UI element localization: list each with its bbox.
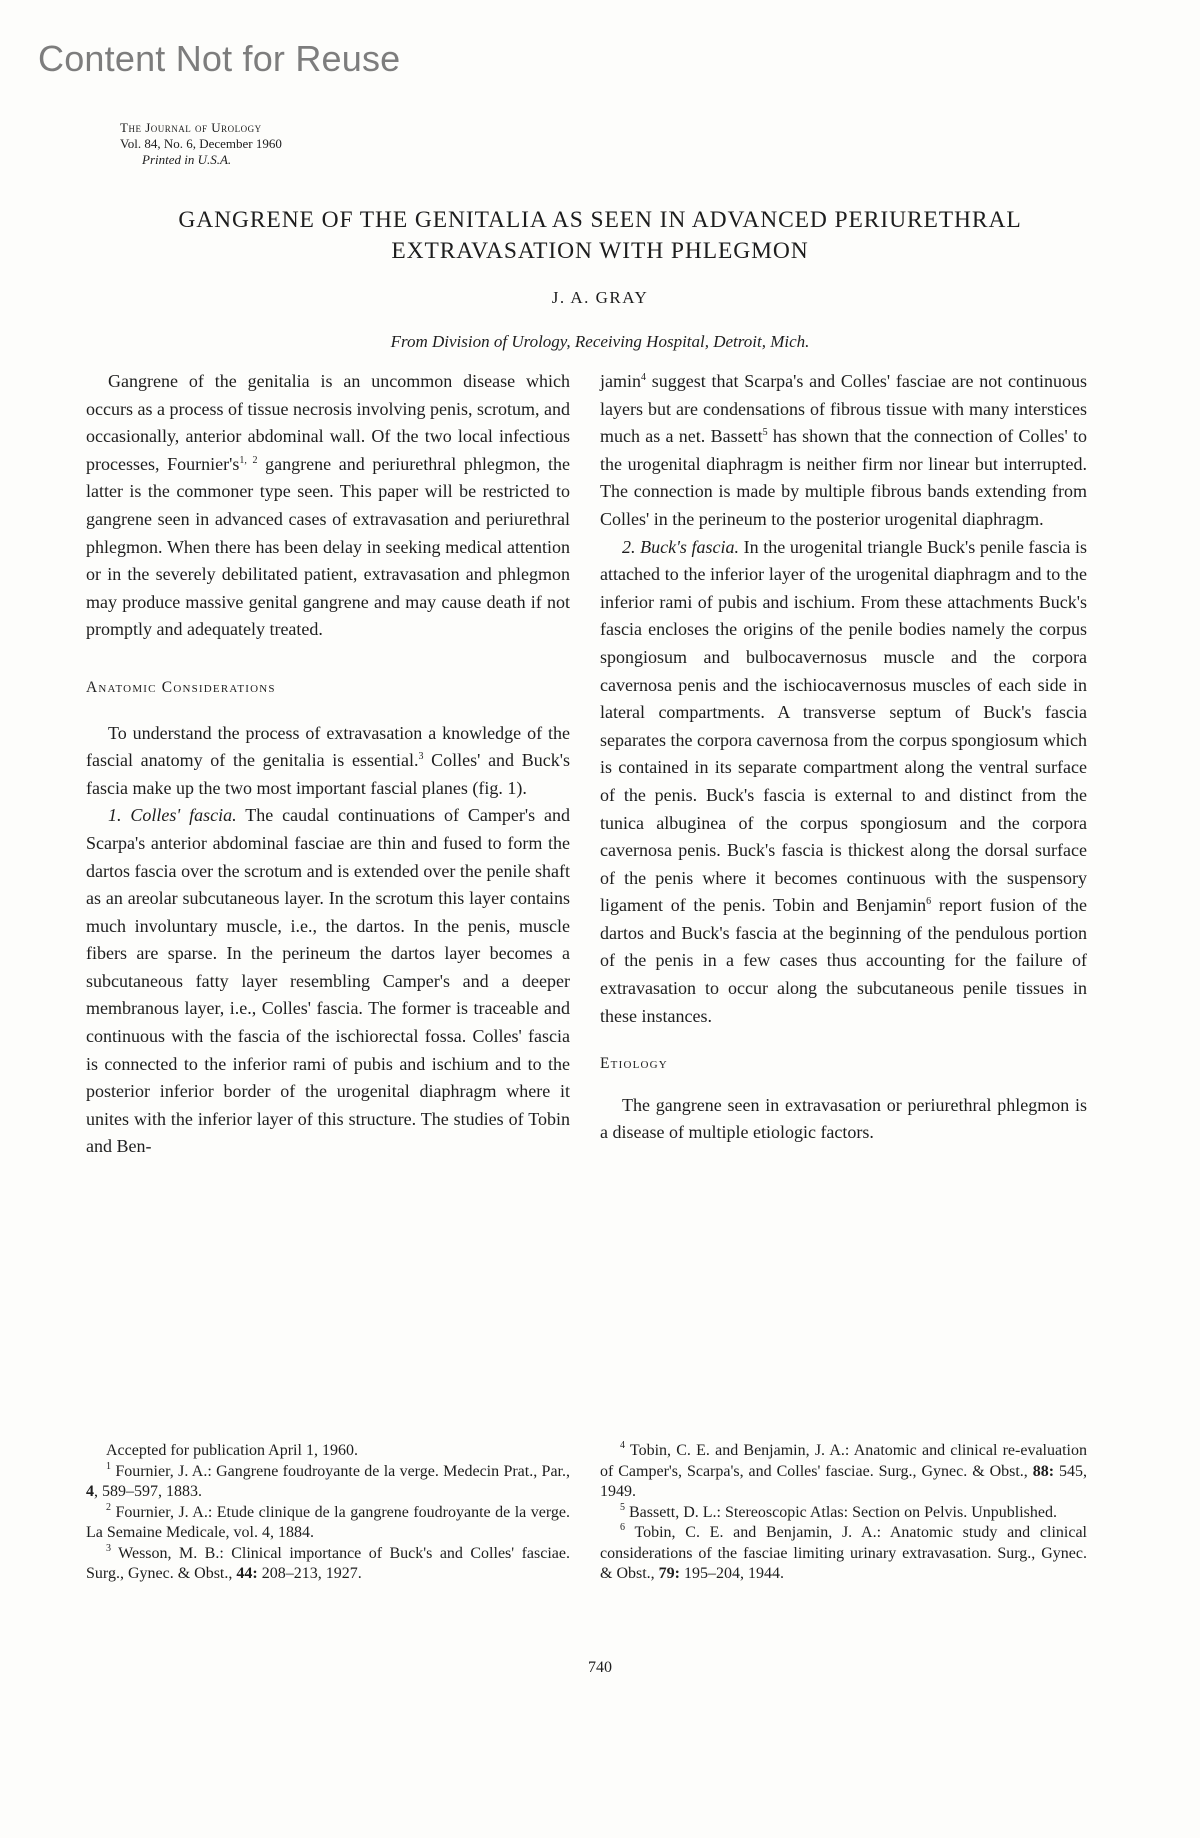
accepted-note: Accepted for publication April 1, 1960. bbox=[106, 1442, 358, 1459]
text: Gangrene of the genitalia is an uncommon disease which occurs as a process of tissue necrosis involving penis, scrotum, and occasionally, anterior abdominal wall. Of the two local infectious processes, Fournier's bbox=[86, 371, 570, 474]
volume: 79: bbox=[658, 1565, 680, 1582]
text: jamin bbox=[600, 371, 641, 391]
intro-paragraph bbox=[86, 368, 570, 644]
section-heading-anatomic: Anatomic Considerations bbox=[86, 678, 276, 696]
right-column bbox=[600, 368, 1087, 1147]
footnote bbox=[600, 1523, 1087, 1585]
footnotes-right bbox=[600, 1441, 1087, 1585]
footnote-mark: 6 bbox=[620, 1522, 625, 1533]
watermark: Content Not for Reuse bbox=[38, 38, 401, 79]
text: In the urogenital triangle Buck's penile fascia is attached to the inferior layer of the urogenital diaphragm and to the inferior rami of pubis and ischium. From these attachments Buck's fascia encloses the origins of the penile bodies namely the corpus spongiosum and bulbocavernosus muscle and the corpora cavernosa penis and the ischiocavernosus muscles of each side in lateral compartments. A transverse septum of Buck's fascia separates the corpora cavernosa from the corpus spongiosum which is contained in its separate compartment along the ventral surface of the penis. Buck's fascia is external to and distinct from the tunica albuginea of the corpus spongiosum and the corpora cavernosa penis. Buck's fascia is thickest along the dorsal surface of the penis where it becomes continuous with the suspensory ligament of the penis. Tobin and Benjamin bbox=[600, 536, 1087, 916]
journal-header bbox=[120, 120, 282, 168]
text: Wesson, M. B.: Clinical importance of Buck's and Colles' fasciae. Surg., Gynec. & Obst., bbox=[86, 1544, 570, 1582]
text: Fournier, J. A.: Gangrene foudroyante de la verge. Medecin Prat., Par., bbox=[111, 1462, 570, 1480]
text: suggest that Scarpa's and Colles' fasciae are not continuous layers but are condensations of fibrous tissue with many interstices much as a net. Bassett bbox=[600, 371, 1087, 447]
paragraph bbox=[86, 720, 570, 803]
left-column bbox=[86, 368, 570, 1161]
volume: 44: bbox=[236, 1565, 258, 1582]
paragraph-colles-fascia bbox=[86, 802, 570, 1161]
text: report fusion of the dartos and Buck's fascia at the beginning of the pendulous portion of the penis in a few cases thus accounting for the failure of extravasation to occur along the subcutaneous penile tissues in these instances. bbox=[600, 895, 1087, 1026]
text: Fournier, J. A.: Etude clinique de la gangrene foudroyante de la verge. La Semaine Medicale, vol. 4, 1884. bbox=[86, 1503, 570, 1541]
footnote bbox=[86, 1462, 570, 1503]
text: 195–204, 1944. bbox=[680, 1565, 784, 1582]
footnote-mark: 2 bbox=[106, 1501, 111, 1513]
text: has shown that the connection of Colles' to the urogenital diaphragm is neither firm nor linear but interrupted. The connection is made by multiple fibrous bands extending from Colles' in the perineum to the posterior urogenital diaphragm. bbox=[600, 426, 1087, 529]
author: J. A. GRAY bbox=[551, 288, 649, 307]
subsection-label: 1. Colles' fascia. bbox=[108, 805, 237, 826]
footnote bbox=[600, 1503, 1087, 1524]
footnote bbox=[600, 1441, 1087, 1503]
footnotes-left bbox=[86, 1441, 570, 1585]
text: , 589–597, 1883. bbox=[94, 1483, 202, 1500]
footnote bbox=[86, 1503, 570, 1544]
text: To understand the process of extravasation a knowledge of the fascial anatomy of the genitalia is essential. bbox=[86, 722, 570, 771]
footnote-mark: 3 bbox=[106, 1542, 111, 1554]
article-title bbox=[80, 205, 1120, 267]
text: gangrene and periurethral phlegmon, the latter is the commoner type seen. This paper will be restricted to gangrene seen in advanced cases of extravasation and periurethral phlegmon. When there has been delay in seeking medical attention or in the severely debilitated patient, extravasation and phlegmon may produce massive genital gangrene and may cause death if not promptly and adequately treated. bbox=[86, 453, 571, 640]
page-number: 740 bbox=[588, 1659, 612, 1676]
text: Colles' and Buck's fascia make up the two most important fascial planes (fig. 1). bbox=[86, 750, 570, 798]
text: Tobin, C. E. and Benjamin, J. A.: Anatomic study and clinical considerations of the fasciae limiting urinary extravasation. Surg., Gynec. & Obst., bbox=[600, 1524, 1087, 1582]
journal-name: The Journal of Urology bbox=[120, 120, 262, 135]
footnote-mark: 5 bbox=[620, 1501, 625, 1513]
volume: 88: bbox=[1032, 1462, 1055, 1480]
section-heading-etiology: Etiology bbox=[600, 1055, 668, 1073]
footnote-mark: 4 bbox=[620, 1440, 625, 1451]
footnote-mark: 1 bbox=[106, 1460, 111, 1472]
text: Bassett, D. L.: Stereoscopic Atlas: Section on Pelvis. Unpublished. bbox=[625, 1503, 1057, 1521]
title-line-2: EXTRAVASATION WITH PHLEGMON bbox=[391, 238, 809, 264]
text: Tobin, C. E. and Benjamin, J. A.: Anatomic and clinical re-evaluation of Camper's, Scarpa's, and Colles' fasciae. Surg., Gynec. & Obst., bbox=[600, 1442, 1087, 1480]
citation: 4 bbox=[641, 372, 646, 383]
volume: 4 bbox=[86, 1483, 94, 1500]
continued-paragraph bbox=[600, 368, 1087, 534]
affiliation: From Division of Urology, Receiving Hospital, Detroit, Mich. bbox=[390, 332, 810, 351]
paragraph-bucks-fascia bbox=[600, 534, 1087, 1031]
citation: 3 bbox=[418, 751, 424, 763]
citation: 5 bbox=[762, 427, 768, 439]
journal-printed: Printed in U.S.A. bbox=[142, 152, 232, 167]
text: 545, 1949. bbox=[600, 1462, 1088, 1500]
footnote bbox=[86, 1544, 570, 1585]
text: The caudal continuations of Camper's and Scarpa's anterior abdominal fasciae are thin and fused to form the dartos fascia over the scrotum and is extended over the penile shaft as an areolar subcutaneous layer. In the scrotum this layer contains much involuntary muscle, i.e., the dartos. In the penis, muscle fibers are sparse. In the perineum the dartos layer becomes a subcutaneous fatty layer resembling Camper's and a deeper membranous layer, i.e., Colles' fascia. The former is traceable and continuous with the fascia of the ischiorectal fossa. Colles' fascia is connected to the inferior rami of pubis and ischium and to the posterior inferior border of the urogenital diaphragm where it unites with the inferior layer of this structure. The studies of Tobin and Ben- bbox=[86, 805, 570, 1157]
text: 208–213, 1927. bbox=[257, 1565, 362, 1582]
title-line-1: GANGRENE OF THE GENITALIA AS SEEN IN ADVANCED PERIURETHRAL bbox=[178, 207, 1022, 233]
subsection-label: 2. Buck's fascia. bbox=[622, 536, 740, 557]
citation: 1, 2 bbox=[239, 454, 258, 466]
journal-volume: Vol. 84, No. 6, December 1960 bbox=[120, 136, 282, 151]
paragraph: The gangrene seen in extravasation or periurethral phlegmon is a disease of multiple etiologic factors. bbox=[600, 1094, 1087, 1143]
citation: 6 bbox=[926, 896, 932, 908]
